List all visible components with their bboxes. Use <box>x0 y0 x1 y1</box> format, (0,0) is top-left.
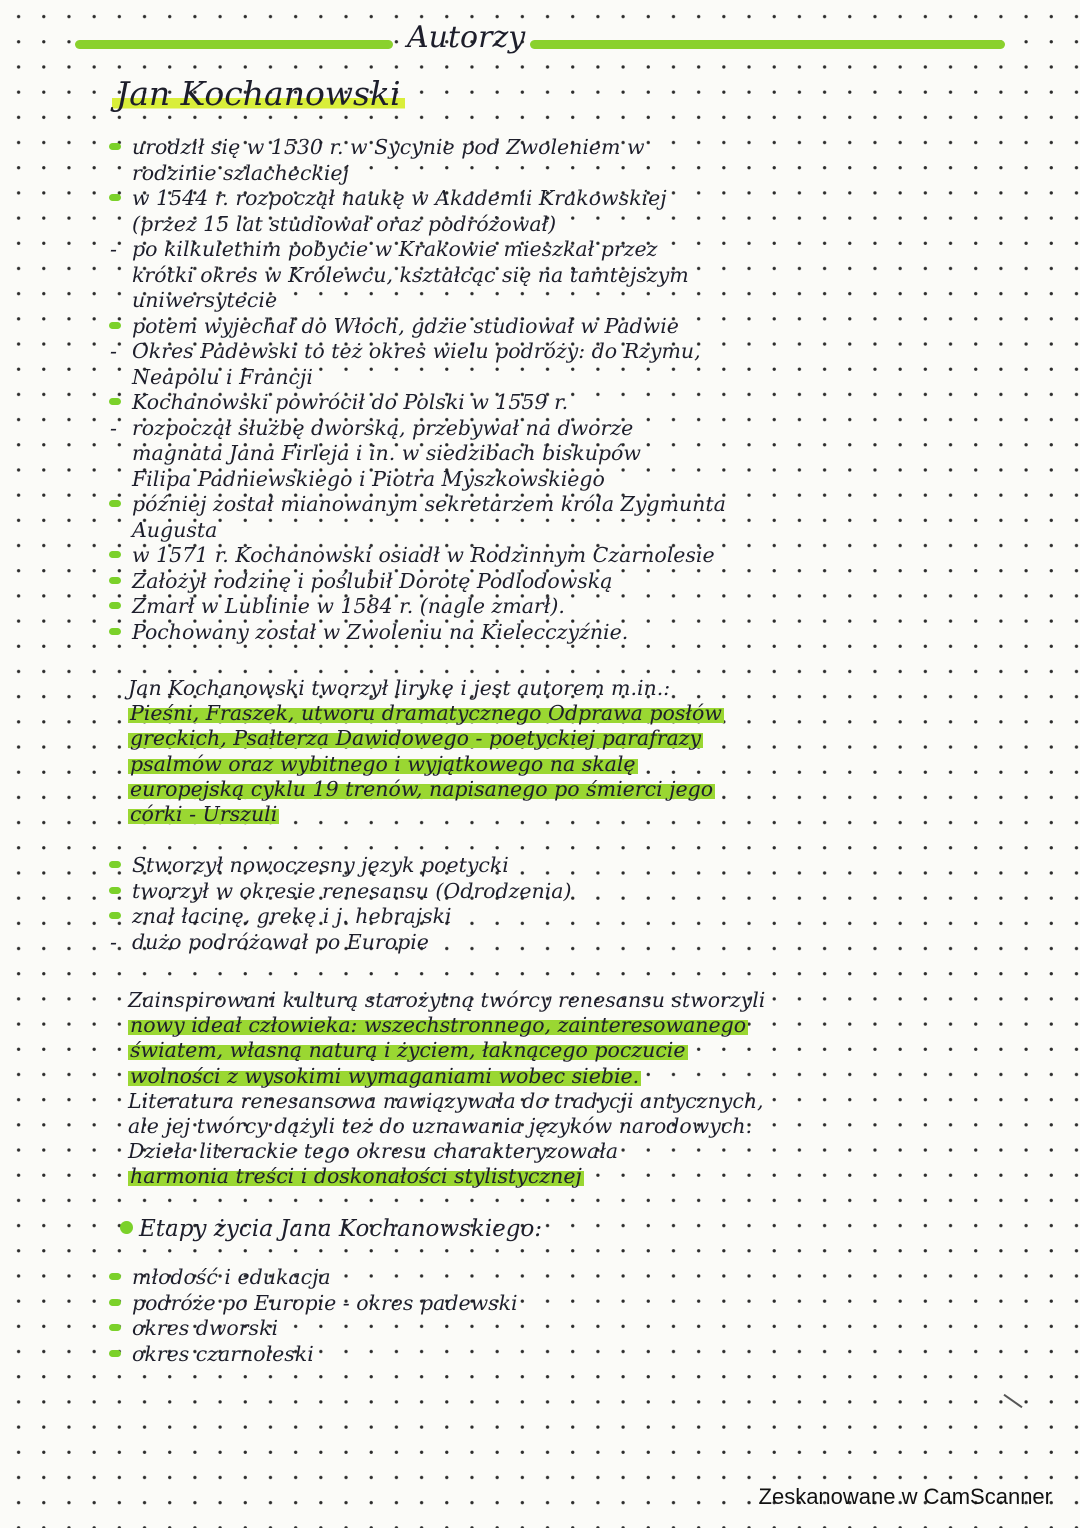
bio-item-text: uniwersytecie <box>132 288 278 312</box>
scanner-watermark: Zeskanowane w CamScanner <box>758 1484 1052 1509</box>
stage-item <box>112 1315 1032 1341</box>
bullet-marker <box>109 143 121 150</box>
bullet-marker <box>109 861 121 868</box>
bio-item <box>112 491 1032 517</box>
fact-item <box>112 903 1032 929</box>
dash-marker: - <box>110 929 117 954</box>
bio-item-text: urodził się w 1530 r. w Sycynie pod Zwoleniem w <box>132 135 645 159</box>
bullet-marker <box>109 628 121 635</box>
bullet-marker <box>109 322 121 329</box>
stages-heading <box>120 1216 542 1242</box>
fact-item <box>112 878 1032 904</box>
highlighted-text: greckich, Psałterza Dawidowego - poetyckiej parafrazy <box>130 726 702 751</box>
stages-title: Etapy życia Jana Kochanowskiego: <box>139 1216 543 1242</box>
bio-item <box>112 619 1032 645</box>
stage-item <box>112 1290 1032 1316</box>
dash-marker: - <box>110 339 117 363</box>
bullet-marker <box>109 1350 121 1357</box>
bio-item-text: Zmarł w Lublinie w 1584 r. (nagle zmarł). <box>132 594 565 618</box>
bullet-dot <box>120 1221 133 1234</box>
renaissance-line <box>128 1064 1028 1089</box>
bio-item <box>112 160 1032 186</box>
bio-item <box>112 287 1032 313</box>
bio-item <box>112 262 1032 288</box>
bio-item <box>112 185 1032 211</box>
bullet-marker <box>109 1324 121 1331</box>
bio-item <box>112 236 1032 262</box>
renaissance-paragraph <box>128 988 1028 1190</box>
stage-item-text: podróże po Europie - okres padewski <box>132 1290 518 1315</box>
works-line <box>128 726 1028 751</box>
bullet-marker <box>109 1299 121 1306</box>
highlighted-text: psalmów oraz wybitnego i wyjątkowego na skalę <box>130 751 636 776</box>
bio-item-text: po kilkuletnim pobycie w Krakowie mieszkał przez <box>132 237 658 261</box>
bio-item-text: Augusta <box>132 517 218 542</box>
title-highlight-left <box>75 40 393 49</box>
renaissance-line <box>128 1139 1028 1164</box>
fact-item-text: dużo podróżował po Europie <box>132 929 429 954</box>
stage-item <box>112 1341 1032 1367</box>
author-name: Jan Kochanowski <box>112 74 405 113</box>
bullet-marker <box>109 887 121 894</box>
fact-item-text: znał łacinę, grekę i j. hebrajski <box>132 904 452 928</box>
bullet-marker <box>109 500 121 507</box>
bullet-marker <box>109 1273 121 1280</box>
renaissance-line <box>128 1114 1028 1139</box>
highlighted-text: nowy ideał człowieka: wszechstronnego, zainteresowanego <box>130 1013 747 1038</box>
bio-item <box>112 517 1032 543</box>
fact-item <box>112 852 1032 878</box>
bio-item-text: Neapolu i Francji <box>132 364 313 389</box>
bio-item-text: w 1571 r. Kochanowski osiadł w Rodzinnym Czarnolesie <box>132 543 715 567</box>
bio-item-text: Okres Padewski to też okres wielu podróży: do Rzymu, <box>132 339 701 363</box>
bullet-marker <box>109 577 121 584</box>
works-line-text: Jan Kochanowski tworzył liryke i jest autorem m.in.: <box>128 676 671 700</box>
scan-corner-mark <box>1003 1394 1022 1408</box>
bullet-marker <box>109 398 121 405</box>
bio-item <box>112 593 1032 619</box>
bio-item <box>112 466 1032 492</box>
title-row <box>75 20 1005 66</box>
fact-item-text: Stworzył nowoczesny język poetycki <box>132 853 509 877</box>
bio-item-text: rozpoczął służbę dworską, przebywał na dworze <box>132 415 634 440</box>
dash-marker: - <box>110 237 117 261</box>
highlighted-text: światem, własną naturą i życiem, łaknącego poczucie <box>130 1038 686 1063</box>
bio-item <box>112 415 1032 441</box>
works-line <box>128 752 1028 777</box>
works-line <box>128 701 1028 726</box>
page-title: Autorzy <box>407 20 526 55</box>
bio-item <box>112 542 1032 568</box>
stage-item-text: okres czarnoleski <box>132 1341 314 1366</box>
works-line <box>128 777 1028 802</box>
works-line <box>128 676 1028 701</box>
renaissance-line <box>128 1164 1028 1189</box>
fact-item-text: tworzył w okresie renesansu (Odrodzenia) <box>132 878 572 903</box>
bio-item-text: później został mianowanym sekretarzem króla Zygmunta <box>132 492 726 516</box>
highlighted-text: córki - Urszuli <box>130 801 278 826</box>
bio-item <box>112 568 1032 594</box>
highlighted-text: europejską cyklu 19 trenów, napisanego po śmierci jego <box>130 776 714 801</box>
bio-item <box>112 440 1032 466</box>
bio-item-text: (przez 15 lat studiował oraz podróżował) <box>132 211 557 236</box>
renaissance-line <box>128 1089 1028 1114</box>
renaissance-line-text: Zainspirowani kulturą starożytną twórcy renesansu stworzyli <box>128 988 766 1012</box>
stage-item <box>112 1264 1032 1290</box>
renaissance-line-text: Dzieła literackie tego okresu charakteryzowała <box>128 1139 619 1164</box>
bio-item <box>112 211 1032 237</box>
renaissance-line-text: ale jej twórcy dążyli też do uznawania języków narodowych. <box>128 1113 753 1138</box>
bio-item-text: Założył rodzinę i poślubił Dorotę Podlodowską <box>132 568 613 593</box>
bio-item <box>112 389 1032 415</box>
bio-item <box>112 338 1032 364</box>
bio-item-text: potem wyjechał do Włoch, gdzie studiował w Padwie <box>132 313 679 338</box>
fact-item <box>112 929 1032 955</box>
renaissance-line <box>128 1013 1028 1038</box>
bio-item-text: krótki okres w Królewcu, kształcąc się na tamtejszym <box>132 262 689 287</box>
stage-item-text: okres dworski <box>132 1316 279 1340</box>
bio-item-text: rodzinie szlacheckiej <box>132 160 349 185</box>
works-paragraph <box>128 676 1028 827</box>
highlighted-text: harmonia treści i doskonałości stylistycznej <box>130 1164 582 1189</box>
bio-item-text: Pochowany został w Zwoleniu na Kielecczyźnie. <box>132 619 629 644</box>
bio-item <box>112 134 1032 160</box>
works-line <box>128 802 1028 827</box>
highlighted-text: wolności z wysokimi wymaganiami wobec siebie. <box>130 1063 640 1088</box>
bio-item-text: w 1544 r. rozpoczął naukę w Akademii Krakowskiej <box>132 186 667 210</box>
dash-marker: - <box>110 415 117 440</box>
bio-item-text: magnata Jana Firleja i in. w siedzibach biskupów <box>132 441 641 465</box>
renaissance-line <box>128 1038 1028 1063</box>
stage-item-text: młodość i edukacja <box>132 1265 331 1289</box>
highlighted-text: Pieśni, Fraszek, utworu dramatycznego Odprawa posłów <box>130 701 722 726</box>
bio-item <box>112 364 1032 390</box>
bio-item-text: Filipa Padniewskiego i Piotra Myszkowskiego <box>132 466 605 491</box>
renaissance-line-text: Literatura renesansowa nawiązywała do tradycji antycznych, <box>128 1088 764 1113</box>
title-highlight-right <box>530 40 1005 49</box>
renaissance-line <box>128 988 1028 1013</box>
bullet-marker <box>109 551 121 558</box>
bullet-marker <box>109 912 121 919</box>
bio-item-text: Kochanowski powrócił do Polski w 1559 r. <box>132 390 569 414</box>
bullet-marker <box>109 194 121 201</box>
bullet-marker <box>109 602 121 609</box>
bio-item <box>112 313 1032 339</box>
